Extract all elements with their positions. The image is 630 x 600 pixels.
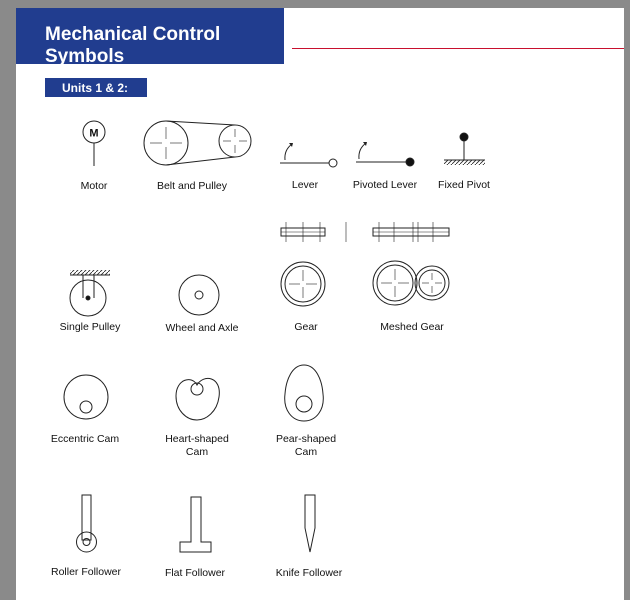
flat-follower-icon: [180, 497, 211, 552]
pear-cam-label: Pear-shaped Cam: [275, 433, 337, 458]
flat-follower-label: Flat Follower: [164, 567, 226, 579]
pear-cam-icon: [285, 365, 324, 421]
meshed-gear-icon: [373, 261, 449, 305]
meshed-gear-label: Meshed Gear: [380, 321, 444, 333]
heart-cam-icon: [176, 378, 219, 420]
gear-icon: [281, 262, 325, 306]
knife-follower-label: Knife Follower: [275, 567, 343, 579]
belt-pulley-label: Belt and Pulley: [156, 180, 228, 192]
single-pulley-icon: [70, 270, 110, 316]
gear-label: Gear: [294, 321, 318, 333]
heart-cam-label: Heart-shaped Cam: [165, 433, 229, 458]
fixed-pivot-label: Fixed Pivot: [438, 179, 490, 191]
fixed-pivot-icon: [444, 133, 485, 165]
lever-label: Lever: [291, 179, 319, 191]
page-title: Mechanical Control Symbols: [16, 8, 284, 64]
wheel-axle-label: Wheel and Axle: [165, 322, 239, 334]
motor-glyph: M: [89, 127, 99, 140]
belt-pulley-icon: [144, 121, 251, 165]
knife-follower-icon: [305, 495, 315, 552]
single-pulley-label: Single Pulley: [59, 321, 121, 333]
gear-side-icon: [281, 222, 346, 242]
eccentric-cam-icon: [64, 375, 108, 419]
eccentric-cam-label: Eccentric Cam: [50, 433, 120, 445]
motor-label: Motor: [80, 180, 108, 192]
pivoted-lever-label: Pivoted Lever: [352, 179, 418, 191]
motor-icon: [83, 121, 105, 166]
lever-icon: [280, 143, 337, 167]
wheel-axle-icon: [179, 275, 219, 315]
pivoted-lever-icon: [356, 142, 414, 166]
roller-follower-icon: [77, 495, 97, 552]
section-tag: Units 1 & 2:: [45, 78, 147, 97]
meshed-gear-side-icon: [373, 222, 449, 242]
roller-follower-label: Roller Follower: [50, 566, 122, 578]
